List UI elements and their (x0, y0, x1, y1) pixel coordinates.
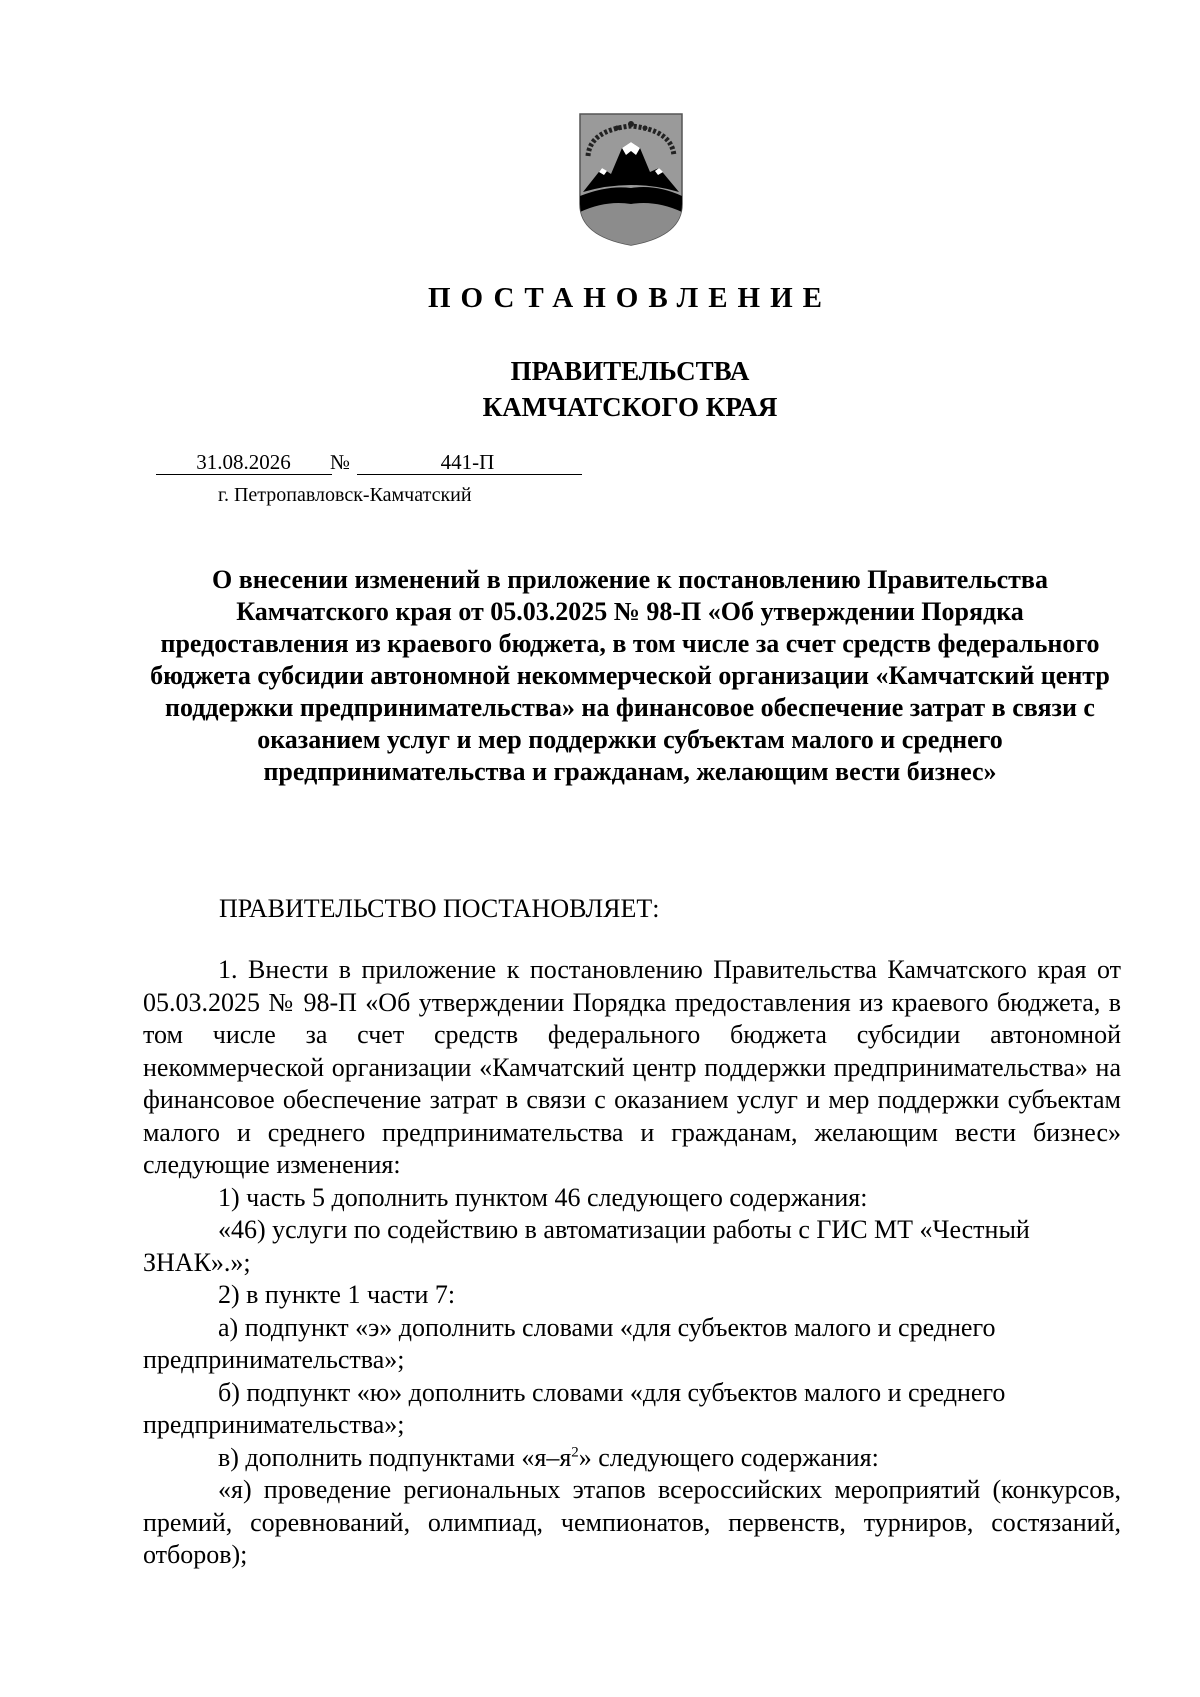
paragraph-7-text-end: » следующего содержания: (578, 1442, 879, 1472)
paragraph-7-text: в) дополнить подпунктами «я–я (218, 1442, 572, 1472)
document-body (143, 954, 1121, 1572)
issue-city: г. Петропавловск-Камчатский (218, 484, 472, 506)
paragraph-2: 1) часть 5 дополнить пунктом 46 следующего содержания: (218, 1182, 868, 1212)
coat-of-arms-icon (578, 112, 684, 247)
paragraph-6-line-2: предпринимательства»; (143, 1410, 405, 1439)
superscript: 2 (571, 1443, 579, 1460)
decree-statement: ПРАВИТЕЛЬСТВО ПОСТАНОВЛЯЕТ: (219, 894, 660, 923)
paragraph-3-line-2: ЗНАК».»; (143, 1247, 251, 1277)
issuer-line-1: ПРАВИТЕЛЬСТВА (510, 356, 750, 386)
paragraph-3-line-1: «46) услуги по содействию в автоматизации работы с ГИС МТ «Честный (218, 1215, 1030, 1244)
document-type-heading: ПОСТАНОВЛЕНИЕ (427, 282, 832, 314)
paragraph-4: 2) в пункте 1 части 7: (218, 1280, 456, 1309)
paragraph-1: 1. Внести в приложение к постановлению Правительства Камчатского края от 05.03.2025 № 98-П «Об утверждении Порядка предоставления из краевого бюджета, в том числе за счет средств федерального бюджета субсидии автономной некоммерческой организации «Камчатский центр поддержки предпринимательства» на финансовое обеспечение затрат в связи с оказанием услуг и мер поддержки субъектам малого и среднего предпринимательства и гражданам, желающим вести бизнес» следующие изменения: (143, 955, 1121, 1179)
date-underline (156, 474, 332, 475)
paragraph-7 (143, 1442, 1121, 1475)
paragraph-5-line-2: предпринимательства»; (143, 1345, 405, 1374)
number-sign: № (330, 450, 351, 474)
issuer-line-2: КАМЧАТСКОГО КРАЯ (482, 392, 778, 422)
paragraph-8: «я) проведение региональных этапов всероссийских мероприятий (конкурсов, премий, соревнований, олимпиад, чемпионатов, первенств, турниров, состязаний, отборов); (143, 1475, 1121, 1569)
paragraph-6-line-1: б) подпункт «ю» дополнить словами «для субъектов малого и среднего (218, 1377, 1006, 1407)
document-title: О внесении изменений в приложение к постановлению Правительства Камчатского края от 05.03.2025 № 98-П «Об утверждении Порядка предоставления из краевого бюджета, в том числе за счет средств федерального бюджета субсидии автономной некоммерческой организации «Камчатский центр поддержки предпринимательства» на финансовое обеспечение затрат в связи с оказанием услуг и мер поддержки субъектам малого и среднего предпринимательства и гражданам, желающим вести бизнес» (150, 565, 1110, 786)
document-date: 31.08.2026 (196, 450, 291, 474)
paragraph-5-line-1: а) подпункт «э» дополнить словами «для субъектов малого и среднего (218, 1312, 996, 1342)
number-underline (357, 474, 582, 475)
document-number: 441-П (440, 450, 495, 474)
